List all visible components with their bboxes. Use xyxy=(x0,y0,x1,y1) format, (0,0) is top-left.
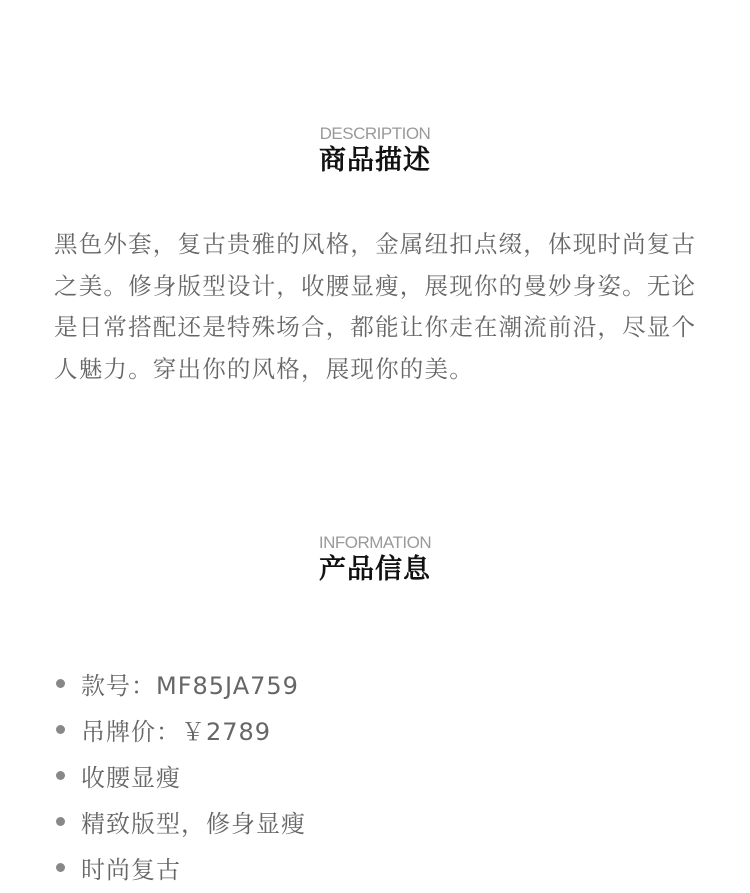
product-description-text: 黑色外套，复古贵雅的风格，金属纽扣点缀，体现时尚复古之美。修身版型设计，收腰显瘦，展现你的曼妙身姿。无论是日常搭配还是特殊场合，都能让你走在潮流前沿，尽显个人魅力。穿出你的风格，展现你的美。 xyxy=(54,230,697,383)
list-item-text: 款号：MF85JA759 xyxy=(81,671,299,700)
description-header xyxy=(0,124,750,178)
list-item-feature xyxy=(56,798,306,844)
list-item-feature xyxy=(56,844,306,890)
list-item-text: 收腰显瘦 xyxy=(81,763,181,792)
list-item-tag-price xyxy=(56,706,306,752)
description-title: 商品描述 xyxy=(319,145,431,176)
list-item-text: 精致版型，修身显瘦 xyxy=(81,809,306,838)
bullet-icon xyxy=(56,679,65,688)
information-title: 产品信息 xyxy=(319,554,431,585)
bullet-icon xyxy=(56,817,65,826)
list-item-style-number xyxy=(56,660,306,706)
list-item-text: 时尚复古 xyxy=(81,855,181,884)
list-item-feature xyxy=(56,752,306,798)
list-item-text: 吊牌价：￥2789 xyxy=(81,717,272,746)
product-info-list xyxy=(56,660,306,890)
bullet-icon xyxy=(56,771,65,780)
information-eyebrow: INFORMATION xyxy=(318,533,432,552)
information-header xyxy=(0,533,750,587)
bullet-icon xyxy=(56,725,65,734)
description-eyebrow: DESCRIPTION xyxy=(319,124,431,143)
bullet-icon xyxy=(56,863,65,872)
